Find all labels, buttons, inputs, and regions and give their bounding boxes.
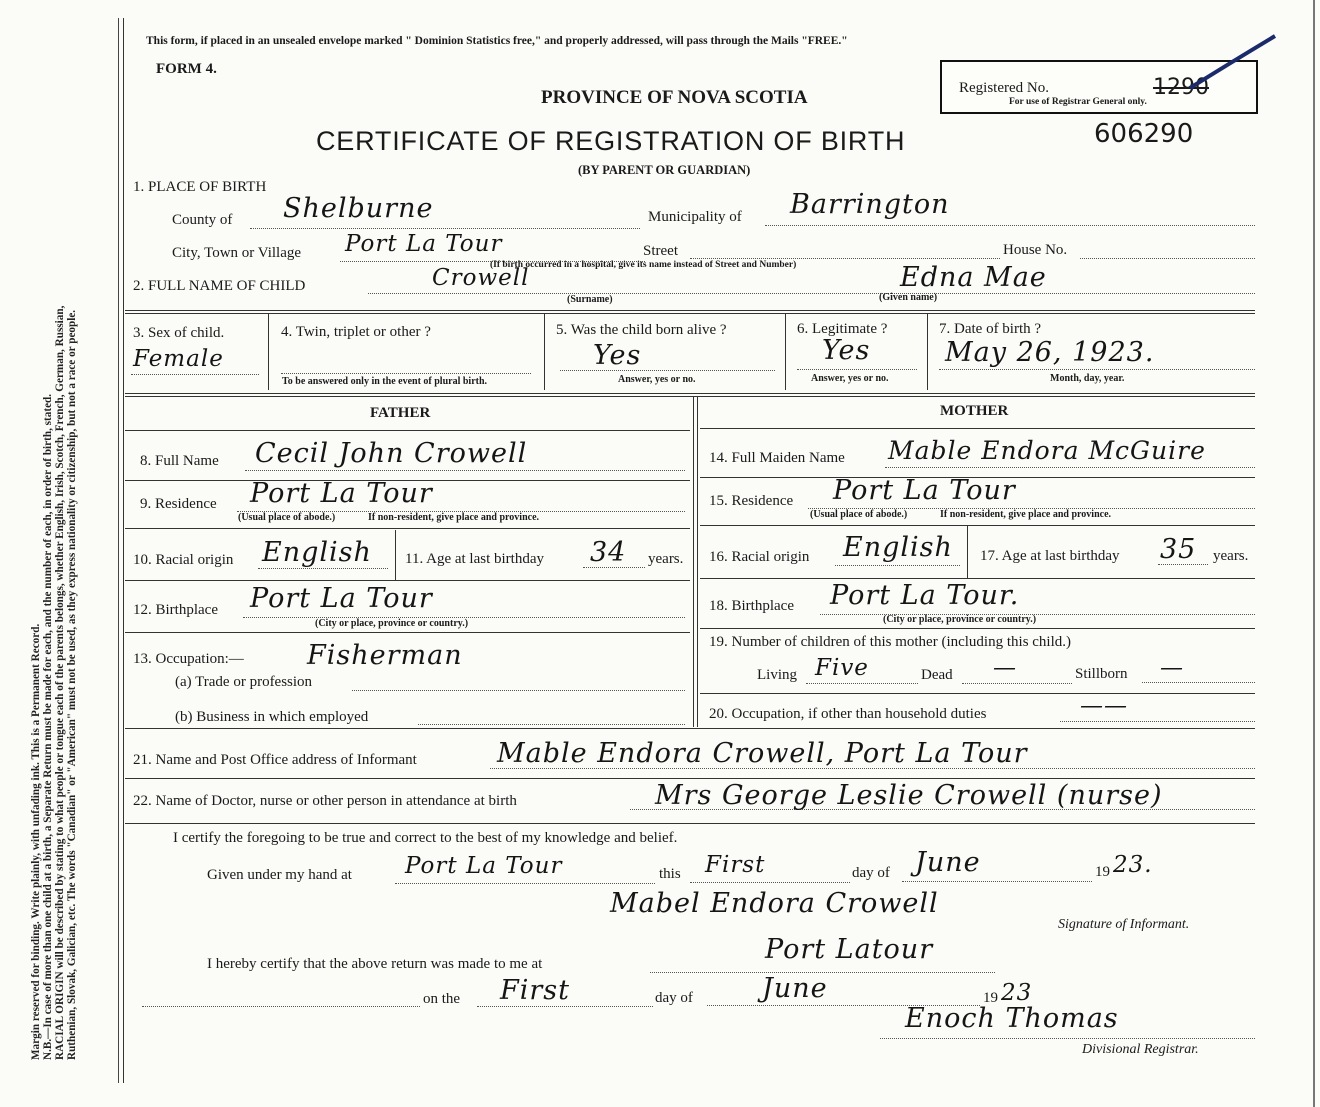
mother-birthplace-label: 18. Birthplace — [709, 598, 794, 614]
mother-name-value: Mable Endora McGuire — [888, 436, 1206, 465]
registered-note: For use of Registrar General only. — [1009, 97, 1147, 107]
father-residence-label: 9. Residence — [140, 496, 217, 512]
father-race-value: English — [262, 537, 372, 568]
father-occupation-value: Fisherman — [307, 640, 463, 671]
mother-residence-value: Port La Tour — [833, 475, 1016, 506]
mother-birthplace-value: Port La Tour. — [830, 580, 1020, 611]
father-years: years. — [648, 551, 684, 567]
living-line — [806, 683, 918, 684]
city-label: City, Town or Village — [172, 245, 302, 261]
house-line — [1080, 258, 1255, 259]
mother-age-value: 35 — [1160, 534, 1197, 565]
house-label: House No. — [1003, 242, 1068, 258]
rule — [125, 430, 690, 431]
certificate-subtitle: (BY PARENT OR GUARDIAN) — [578, 163, 751, 177]
county-label: County of — [172, 212, 233, 228]
registrar-statement: I hereby certify that the above return was made to me at — [207, 956, 543, 972]
father-birthplace-note: (City or place, province or country.) — [315, 618, 469, 629]
mother-race-value: English — [843, 532, 953, 563]
registrar-day-line — [477, 1006, 653, 1007]
father-occupation-label: 13. Occupation:— — [133, 651, 244, 667]
legitimate-label: 6. Legitimate ? — [797, 321, 888, 337]
mother-nonres-note: If non-resident, give place and province. — [940, 509, 1112, 520]
certificate-number: 606290 — [1094, 119, 1194, 149]
informant-signature: Mabel Endora Crowell — [610, 888, 939, 919]
street-line — [690, 258, 1000, 259]
doctor-label: 22. Name of Doctor, nurse or other person in attendance at birth — [133, 793, 517, 809]
surname-note: (Surname) — [567, 294, 613, 305]
father-birthplace-value: Port La Tour — [250, 583, 433, 614]
rule — [268, 314, 269, 390]
dead-line — [962, 683, 1072, 684]
twin-note: To be answered only in the event of plural birth. — [282, 376, 488, 387]
legitimate-note: Answer, yes or no. — [811, 373, 889, 384]
rule — [395, 530, 396, 580]
municipality-label: Municipality of — [648, 209, 742, 225]
rule — [700, 578, 1255, 579]
father-residence-value: Port La Tour — [250, 478, 433, 509]
rule — [125, 580, 690, 581]
county-line — [250, 228, 640, 229]
margin-line: Ruthenian, Slovak, Galician, etc. The words "Canadian" or "American" must not be used, as they express nationality or citizenship, but not a race or people. — [66, 309, 78, 1060]
mother-name-line — [885, 467, 1255, 468]
rule — [700, 693, 1255, 694]
municipality-line — [765, 225, 1255, 226]
rule — [125, 393, 1255, 394]
rule — [125, 396, 1255, 397]
stillborn-value: — — [1160, 655, 1184, 681]
dob-note: Month, day, year. — [1050, 373, 1125, 384]
rule — [697, 397, 698, 727]
certify-statement: I certify the foregoing to be true and correct to the best of my knowledge and belief. — [173, 830, 678, 846]
registrar-day-value: First — [500, 975, 570, 1006]
place-heading: 1. PLACE OF BIRTH — [133, 179, 267, 195]
registrar-title: Divisional Registrar. — [1082, 1042, 1199, 1057]
father-nonres-note: If non-resident, give place and province. — [368, 512, 540, 523]
hospital-note: (If birth occurred in a hospital, give its name instead of Street and Number) — [490, 260, 797, 270]
mother-occupation-line — [1060, 721, 1255, 722]
registered-label: Registered No. — [959, 80, 1049, 96]
registrar-year-prefix: 19 — [983, 990, 998, 1006]
alive-label: 5. Was the child born alive ? — [556, 322, 727, 338]
rule — [125, 728, 1255, 729]
mail-note: This form, if placed in an unsealed envelope marked " Dominion Statistics free," and properly addressed, will pass through the Mails "FREE." — [146, 35, 848, 47]
twin-line — [281, 373, 531, 374]
rule — [125, 823, 1255, 824]
checkmark-icon — [1180, 28, 1290, 98]
form-number: FORM 4. — [156, 61, 217, 77]
father-birthplace-label: 12. Birthplace — [133, 602, 218, 618]
rule — [544, 314, 545, 390]
rule — [785, 314, 786, 390]
registrar-day-of: day of — [655, 990, 693, 1006]
dob-value: May 26, 1923. — [945, 337, 1155, 368]
mother-occupation-label: 20. Occupation, if other than household duties — [709, 706, 987, 722]
registered-value: 1290 — [1153, 75, 1209, 100]
given-place-line — [395, 883, 655, 884]
mother-years: years. — [1213, 548, 1249, 564]
certificate-title: CERTIFICATE OF REGISTRATION OF BIRTH — [316, 126, 906, 156]
registrar-lead-line — [142, 1006, 420, 1007]
rule — [700, 428, 1255, 429]
legitimate-value: Yes — [822, 335, 871, 366]
living-value: Five — [815, 655, 869, 681]
street-label: Street — [643, 243, 678, 259]
dob-line — [939, 369, 1255, 370]
twin-label: 4. Twin, triplet or other ? — [281, 324, 431, 340]
alive-note: Answer, yes or no. — [618, 374, 696, 385]
child-surname: Crowell — [432, 265, 530, 291]
living-label: Living — [757, 667, 797, 683]
county-value: Shelburne — [283, 193, 434, 224]
rule — [125, 313, 1255, 314]
informant-label: 21. Name and Post Office address of Informant — [133, 752, 417, 768]
rule — [125, 528, 690, 529]
given-hand-label: Given under my hand at — [207, 867, 352, 883]
child-given-name: Edna Mae — [900, 262, 1047, 293]
sex-line — [131, 374, 259, 375]
father-trade-label: (a) Trade or profession — [175, 674, 313, 690]
given-month-line — [902, 881, 1092, 882]
children-label: 19. Number of children of this mother (including this child.) — [709, 634, 1072, 650]
rule — [125, 632, 690, 633]
signature-label: Signature of Informant. — [1058, 917, 1190, 932]
given-month-value: June — [915, 847, 981, 878]
day-of-label: day of — [852, 865, 890, 881]
rule — [700, 525, 1255, 526]
child-name-line — [368, 293, 1255, 294]
given-day-line — [690, 882, 850, 883]
father-trade-line — [352, 690, 685, 691]
father-name-label: 8. Full Name — [140, 453, 219, 469]
mother-abode-note: (Usual place of abode.) — [810, 509, 908, 520]
sex-value: Female — [133, 346, 224, 372]
child-name-label: 2. FULL NAME OF CHILD — [133, 278, 306, 294]
margin-line: N.B.—In case of more than one child at a birth, a Separate Return must be made for each, and the number of each, in order of birth, stated. — [42, 393, 54, 1060]
mother-heading: MOTHER — [940, 403, 1009, 419]
father-age-label: 11. Age at last birthday — [405, 551, 544, 567]
mother-birthplace-note: (City or place, province or country.) — [883, 614, 1037, 625]
dead-value: — — [993, 655, 1017, 681]
rule — [927, 314, 928, 390]
margin-line: Margin reserved for binding. Write plainly, with unfading ink. This is a Permanent Record. — [30, 623, 42, 1060]
municipality-value: Barrington — [790, 189, 950, 220]
rule — [125, 778, 1255, 779]
stillborn-label: Stillborn — [1075, 666, 1128, 682]
mother-occupation-value: —— — [1080, 693, 1128, 719]
stillborn-line — [1142, 682, 1255, 683]
given-year-value: 23. — [1113, 852, 1153, 878]
mother-race-label: 16. Racial origin — [709, 549, 810, 565]
dob-label: 7. Date of birth ? — [939, 321, 1042, 337]
margin-rule-inner — [123, 18, 124, 1083]
year-prefix: 19 — [1095, 864, 1110, 880]
father-heading: FATHER — [370, 405, 431, 421]
mother-race-line — [835, 565, 960, 566]
alive-value: Yes — [593, 340, 642, 371]
sex-label: 3. Sex of child. — [133, 325, 225, 341]
province-heading: PROVINCE OF NOVA SCOTIA — [541, 87, 808, 108]
rule — [967, 526, 968, 578]
margin-instructions — [30, 60, 78, 1060]
margin-line: RACIAL ORIGIN will be described by stating to what people or tongue each of the parents belongs, whether English, Irish, Scotch, French, German, Russian, — [54, 305, 66, 1060]
father-name-value: Cecil John Crowell — [255, 438, 528, 469]
mother-age-label: 17. Age at last birthday — [980, 548, 1120, 564]
given-name-note: (Given name) — [879, 292, 938, 303]
father-race-line — [258, 568, 388, 569]
father-race-label: 10. Racial origin — [133, 552, 234, 568]
registrar-place-value: Port Latour — [765, 934, 934, 965]
registrar-signature-line — [880, 1038, 1255, 1039]
rule — [700, 628, 1255, 629]
informant-value: Mable Endora Crowell, Port La Tour — [497, 738, 1028, 769]
registrar-year-value: 23 — [1001, 980, 1033, 1006]
legitimate-line — [797, 369, 917, 370]
right-edge — [1313, 0, 1315, 1107]
dead-label: Dead — [921, 667, 953, 683]
given-place-value: Port La Tour — [405, 853, 563, 879]
on-the-label: on the — [423, 991, 461, 1007]
city-value: Port La Tour — [345, 231, 503, 257]
registrar-signature: Enoch Thomas — [905, 1003, 1119, 1034]
margin-rule — [118, 18, 119, 1083]
registrar-month-value: June — [762, 973, 828, 1004]
mother-residence-label: 15. Residence — [709, 493, 794, 509]
given-day-value: First — [705, 852, 766, 878]
mother-name-label: 14. Full Maiden Name — [709, 450, 845, 466]
father-abode-note: (Usual place of abode.) — [238, 512, 336, 523]
father-name-line — [245, 470, 685, 471]
doctor-value: Mrs George Leslie Crowell (nurse) — [655, 780, 1163, 811]
this-label: this — [659, 866, 681, 882]
rule — [125, 310, 1255, 311]
father-business-line — [418, 724, 685, 725]
rule — [693, 397, 694, 727]
father-age-value: 34 — [590, 537, 627, 568]
father-business-label: (b) Business in which employed — [175, 709, 369, 725]
